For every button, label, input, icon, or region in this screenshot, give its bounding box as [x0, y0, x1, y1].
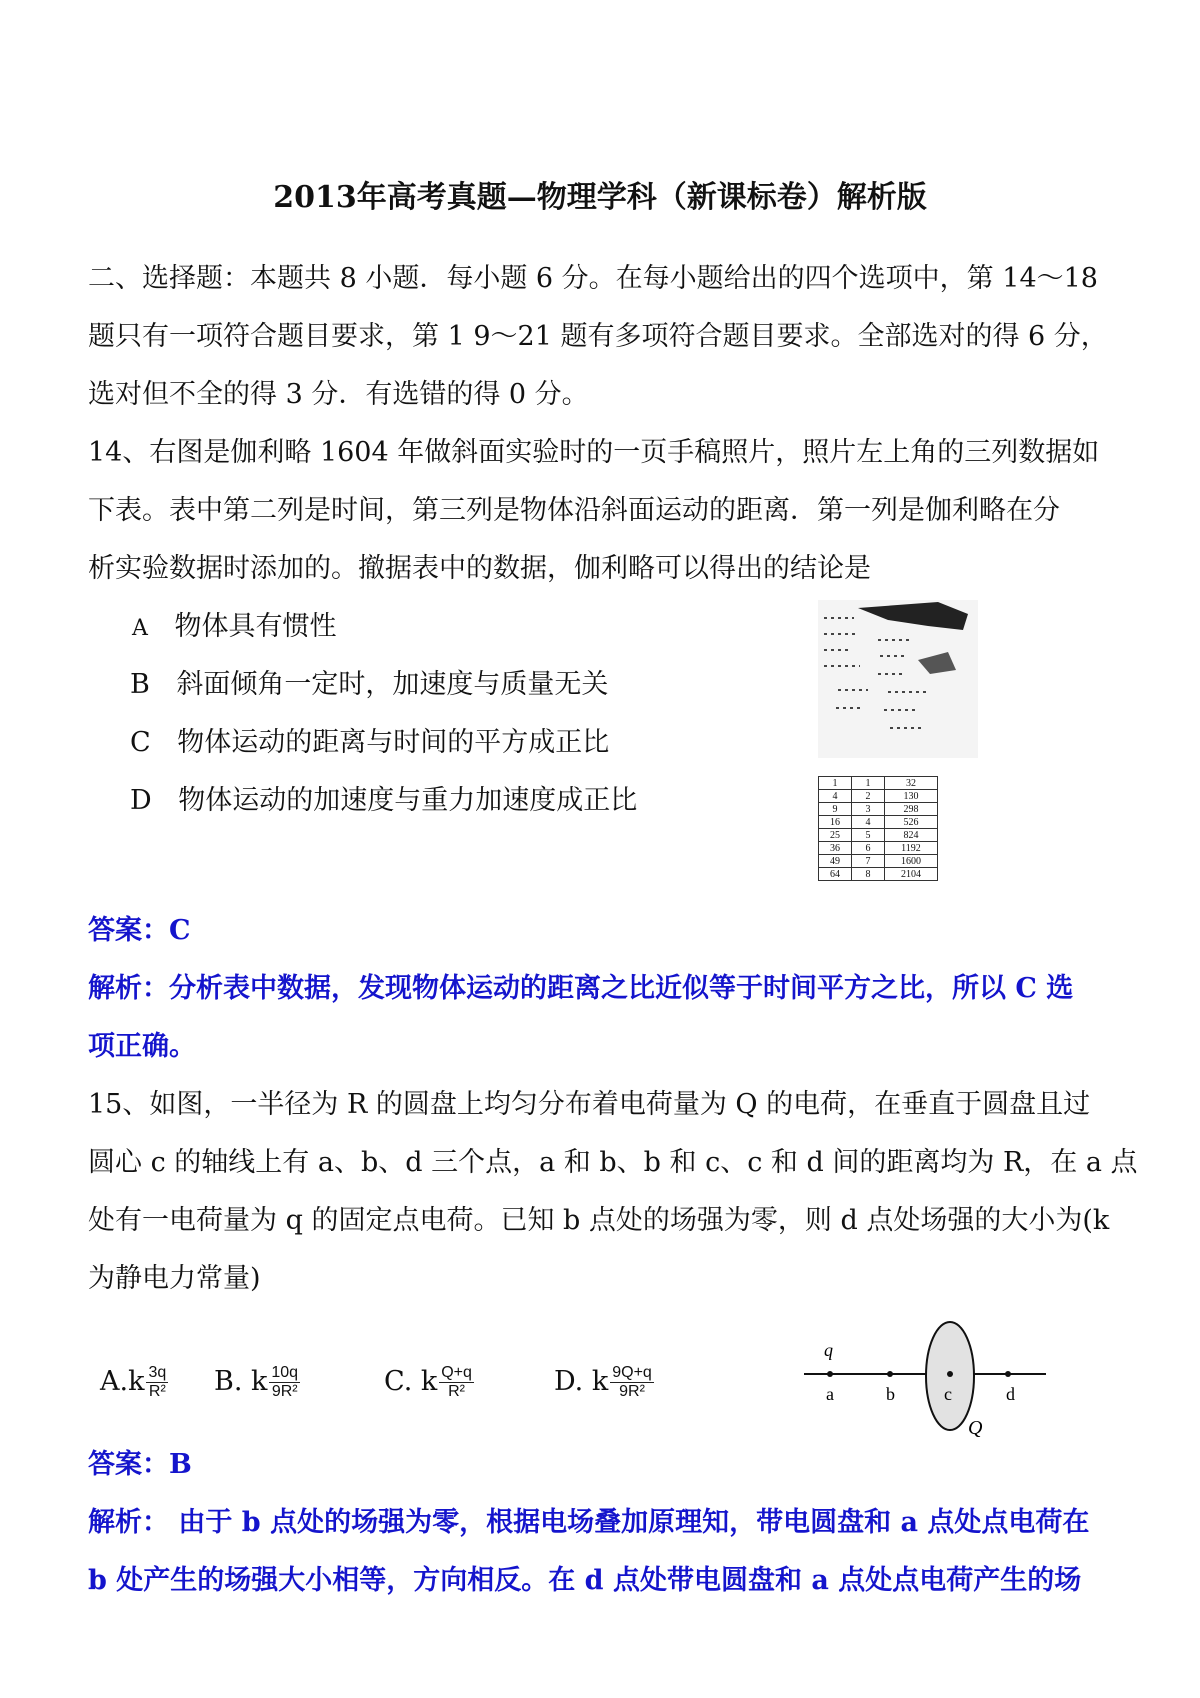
option-label: D. k	[554, 1366, 609, 1397]
q15-analysis-line-2: b 处产生的场强大小相等，方向相反。在 d 点处带电圆盘和 a 点处点电荷产生的场	[88, 1565, 1082, 1596]
label-b: b	[886, 1384, 895, 1404]
disk-diagram	[800, 1318, 1050, 1440]
fraction-numerator: Q+q	[441, 1364, 472, 1381]
fraction-denominator: 9R²	[619, 1383, 645, 1400]
q15-option-b	[214, 1364, 300, 1401]
fraction-numerator: 10q	[271, 1364, 299, 1381]
q15-analysis-line-1: 解析： 由于 b 点处的场强为零，根据电场叠加原理知，带电圆盘和 a 点处点电荷在	[88, 1507, 1090, 1538]
option-text: 物体具有惯性	[174, 611, 337, 642]
option-fraction	[269, 1364, 300, 1401]
q14-analysis-line-1: 解析：分析表中数据，发现物体运动的距离之比近似等于时间平方之比，所以 C 选	[88, 973, 1074, 1004]
table-row	[819, 803, 938, 816]
manuscript-image	[818, 600, 978, 758]
option-label: A.k	[100, 1366, 145, 1397]
option-letter: A	[132, 616, 148, 641]
table-row	[819, 855, 938, 868]
q14-option-b	[130, 668, 608, 702]
q14-line-1: 14、右图是伽利略 1604 年做斜面实验时的一页手稿照片，照片左上角的三列数据如	[88, 437, 1100, 468]
label-q: q	[824, 1340, 833, 1360]
q14-line-2: 下表。表中第二列是时间，第三列是物体沿斜面运动的距离．第一列是伽利略在分	[88, 495, 1060, 526]
point-d-dot	[1005, 1371, 1011, 1377]
fraction-numerator: 9Q+q	[612, 1364, 652, 1381]
table-cell: 3	[852, 803, 885, 816]
q15-line-2: 圆心 c 的轴线上有 a、b、d 三个点，a 和 b、b 和 c、c 和 d 间的距离均为 R，在 a 点	[88, 1147, 1138, 1178]
intro-line-1: 二、选择题：本题共 8 小题．每小题 6 分。在每小题给出的四个选项中，第 14～18	[88, 263, 1098, 294]
point-c-dot	[947, 1371, 953, 1377]
q15-option-d	[554, 1364, 654, 1401]
intro-line-2: 题只有一项符合题目要求，第 1 9～21 题有多项符合题目要求。全部选对的得 6 分，	[88, 321, 1108, 352]
table-cell: 9	[819, 803, 852, 816]
table-cell: 1600	[885, 855, 938, 868]
option-text: 物体运动的加速度与重力加速度成正比	[178, 785, 638, 816]
option-text: 斜面倾角一定时，加速度与质量无关	[176, 669, 609, 700]
table-cell: 130	[885, 790, 938, 803]
table-cell: 8	[852, 868, 885, 881]
q14-option-c	[130, 726, 609, 760]
q14-line-3: 析实验数据时添加的。撤据表中的数据，伽利略可以得出的结论是	[88, 553, 871, 584]
fraction-denominator: 9R²	[271, 1383, 298, 1400]
table-cell: 16	[819, 816, 852, 829]
table-cell: 64	[819, 868, 852, 881]
q15-option-c	[384, 1364, 474, 1401]
table-row	[819, 790, 938, 803]
fraction-denominator: R²	[448, 1383, 466, 1400]
table-row	[819, 842, 938, 855]
option-text: 物体运动的距离与时间的平方成正比	[177, 727, 610, 758]
fraction-numerator: 3q	[148, 1364, 167, 1381]
table-cell: 1192	[885, 842, 938, 855]
table-cell: 4	[819, 790, 852, 803]
option-label: C. k	[384, 1366, 438, 1397]
option-letter: B	[130, 669, 150, 700]
manuscript-photo	[818, 600, 978, 758]
table-row	[819, 868, 938, 881]
point-a-dot	[827, 1371, 833, 1377]
charged-disk-figure	[800, 1318, 1050, 1440]
table-cell: 2104	[885, 868, 938, 881]
table-cell: 298	[885, 803, 938, 816]
option-fraction	[610, 1364, 654, 1401]
option-label: B. k	[214, 1366, 268, 1397]
table-row	[819, 816, 938, 829]
label-Q: Q	[968, 1417, 983, 1439]
table-cell: 6	[852, 842, 885, 855]
q15-answer: 答案：B	[88, 1449, 192, 1480]
q15-option-a	[100, 1364, 168, 1401]
intro-line-3: 选对但不全的得 3 分．有选错的得 0 分。	[88, 379, 589, 410]
table-cell: 7	[852, 855, 885, 868]
option-fraction	[146, 1364, 168, 1401]
fraction-denominator: R²	[148, 1383, 166, 1400]
table-cell: 1	[852, 777, 885, 790]
table-cell: 4	[852, 816, 885, 829]
galileo-table	[818, 776, 938, 881]
label-a: a	[826, 1384, 834, 1404]
label-d: d	[1006, 1384, 1015, 1404]
table-cell: 526	[885, 816, 938, 829]
q15-line-4: 为静电力常量)	[88, 1263, 261, 1294]
option-fraction	[439, 1364, 474, 1401]
q15-line-1: 15、如图，一半径为 R 的圆盘上均匀分布着电荷量为 Q 的电荷，在垂直于圆盘且过	[88, 1089, 1091, 1120]
page-title: 2013年高考真题—物理学科（新课标卷）解析版	[273, 180, 927, 215]
table-cell: 2	[852, 790, 885, 803]
data-table	[818, 776, 938, 881]
table-row	[819, 777, 938, 790]
option-letter: D	[130, 785, 152, 816]
q14-answer: 答案：C	[88, 915, 191, 946]
table-cell: 36	[819, 842, 852, 855]
table-cell: 5	[852, 829, 885, 842]
table-cell: 49	[819, 855, 852, 868]
table-cell: 824	[885, 829, 938, 842]
label-c: c	[944, 1384, 952, 1404]
table-row	[819, 829, 938, 842]
q14-analysis-line-2: 项正确。	[88, 1031, 196, 1062]
q14-option-a	[132, 610, 336, 646]
q14-option-d	[130, 784, 637, 818]
table-cell: 25	[819, 829, 852, 842]
q15-line-3: 处有一电荷量为 q 的固定点电荷。已知 b 点处的场强为零，则 d 点处场强的大小为(k	[88, 1205, 1110, 1236]
table-cell: 1	[819, 777, 852, 790]
table-cell: 32	[885, 777, 938, 790]
point-b-dot	[887, 1371, 893, 1377]
option-letter: C	[130, 727, 151, 758]
